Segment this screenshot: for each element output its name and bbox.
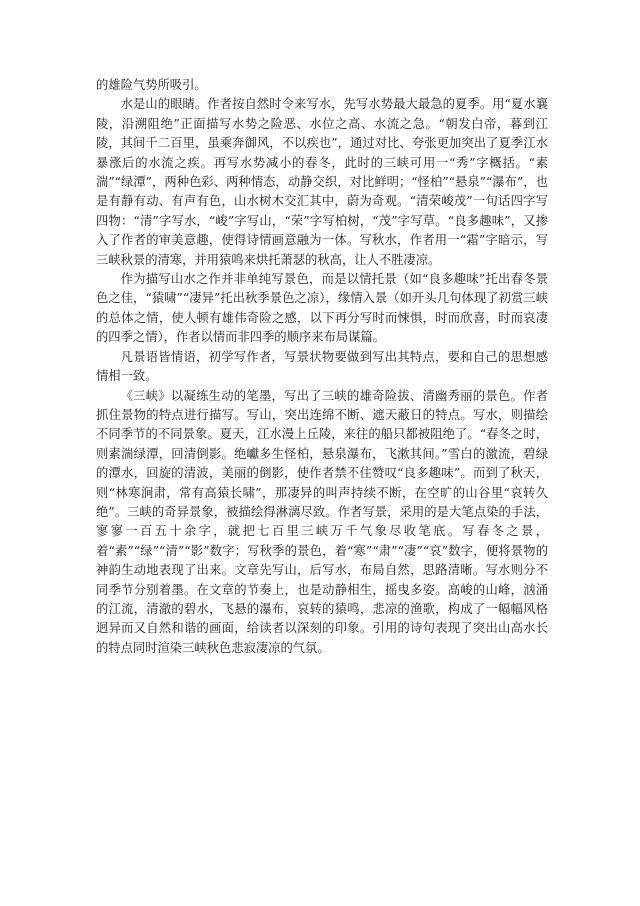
paragraph-writing-advice: 凡景语皆情语，初学写作者，写景状物要做到写出其特点，要和自己的思想感情相一致。 [96, 349, 548, 384]
paragraph-water: 水是山的眼睛。作者按自然时令来写水，先写水势最大最急的夏季。用“夏水襄陵，沿溯阻绝”正面描写水势之险恶、水位之高、水流之急。“朝发白帝，暮到江陵，其间千二百里，虽乘奔御风，不以疾也”，通过对比、夸张更加突出了夏季江水暴涨后的水流之疾。再写水势减小的春冬，此时的三峡可用一“秀”字概括。“素湍”“绿潭”，两种色彩、两种情态，动静交织，对比鲜明；“怪柏”“悬泉”“瀑布”，也是有静有动、有声有色，山水树木交汇其中，蔚为奇观。“清荣峻茂”一句话四字写四物：“清”字写水，“峻”字写山，“荣”字写柏树，“茂”字写草。“良多趣味”，又掺入了作者的审美意趣，使得诗情画意融为一体。写秋水，作者用一“霜”字暗示，写三峡秋景的清寒，并用猿鸣来烘托萧瑟的秋高，让人不胜凄凉。 [96, 97, 548, 267]
paragraph-continuation: 的雄险气势所吸引。 [96, 78, 207, 92]
document-body [96, 76, 548, 658]
paragraph-emotion-scenery: 作为描写山水之作并非单纯写景色，而是以情托景（如“良多趣味”托出春冬景色之佳，“猿啸”“凄异”托出秋季景色之凉），缘情入景（如开头几句体现了初赏三峡的总体之情，使人顿有雄伟奇险之感，以下再分写时而悚惧，时而欣喜，时而哀凄的四季之情），作者以情而非四季的顺序来布局谋篇。 [96, 272, 548, 345]
paragraph-summary: 《三峡》以凝练生动的笔墨，写出了三峡的雄奇险拔、清幽秀丽的景色。作者抓住景物的特点进行描写。写山，突出连绵不断、遮天蔽日的特点。写水，则描绘不同季节的不同景象。夏天，江水漫上丘陵，来往的船只都被阻绝了。“春冬之时，则素湍绿潭，回清倒影。绝巘多生怪柏，悬泉瀑布，飞漱其间。”雪白的激流，碧绿的潭水，回旋的清波，美丽的倒影，使作者禁不住赞叹“良多趣味”。而到了秋天，则“林寒涧肃，常有高猿长啸”，那凄异的叫声持续不断，在空旷的山谷里“哀转久绝”。三峡的奇异景象，被描绘得淋漓尽致。作者写景，采用的是大笔点染的手法，寥寥一百五十余字，就把七百里三峡万千气象尽收笔底。写春冬之景，着“素”“绿”“清”“影”数字；写秋季的景色，着“寒”“肃”“凄”“哀”数字，便将景物的神韵生动地表现了出来。文章先写山，后写水，布局自然，思路清晰。写水则分不同季节分别着墨。在文章的节奏上，也是动静相生，摇曳多姿。高峻的山峰，汹涌的江流，清澈的碧水，飞悬的瀑布，哀转的猿鸣，悲凉的渔歌，构成了一幅幅风格迥异而又自然和谐的画面，给读者以深刻的印象。引用的诗句表现了突出山高水长的特点同时渲染三峡秋色悲寂凄凉的气氛。 [96, 388, 548, 655]
